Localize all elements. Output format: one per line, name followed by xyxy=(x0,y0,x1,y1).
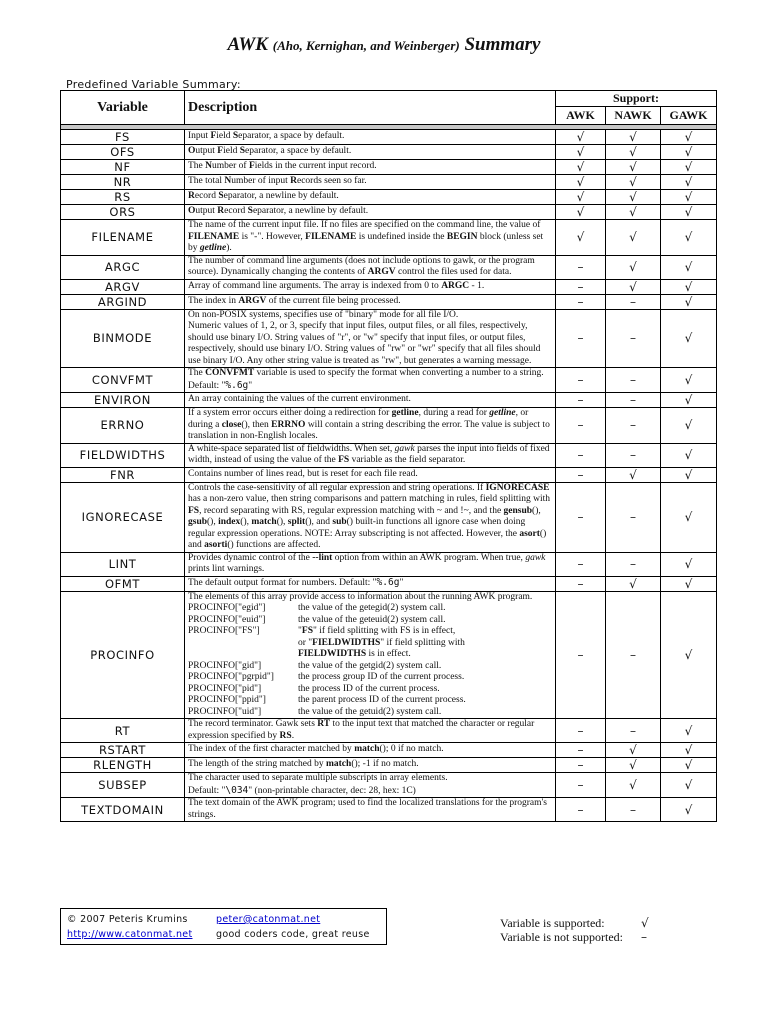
support-gawk: √ xyxy=(661,552,717,576)
variable-name: TEXTDOMAIN xyxy=(61,798,185,822)
support-nawk: √ xyxy=(606,255,661,279)
table-row xyxy=(61,279,717,294)
table-row xyxy=(61,467,717,482)
table-row xyxy=(61,145,717,160)
variable-name: RLENGTH xyxy=(61,758,185,773)
table-row xyxy=(61,368,717,393)
variable-name: BINMODE xyxy=(61,309,185,368)
footer-box xyxy=(60,908,387,945)
support-nawk: √ xyxy=(606,279,661,294)
variable-description: Record Separator, a newline by default. xyxy=(185,190,556,205)
variable-name: CONVFMT xyxy=(61,368,185,393)
support-gawk: √ xyxy=(661,220,717,256)
support-nawk: √ xyxy=(606,145,661,160)
table-row xyxy=(61,576,717,591)
support-nawk: √ xyxy=(606,743,661,758)
support-nawk: – xyxy=(606,591,661,719)
variable-description: If a system error occurs either doing a redirection for getline, during a read for getline, or during a close(), then ERRNO will contain a string describing the error. The value is subject to translation in non-English locales. xyxy=(185,408,556,444)
support-awk: – xyxy=(556,798,606,822)
support-awk: √ xyxy=(556,175,606,190)
variable-name: IGNORECASE xyxy=(61,482,185,552)
support-nawk: – xyxy=(606,408,661,444)
variable-name: OFS xyxy=(61,145,185,160)
support-gawk: √ xyxy=(661,190,717,205)
support-gawk: √ xyxy=(661,482,717,552)
variable-table xyxy=(60,90,717,822)
support-nawk: – xyxy=(606,309,661,368)
table-row xyxy=(61,175,717,190)
variable-description: The index in ARGV of the current file being processed. xyxy=(185,294,556,309)
support-awk: √ xyxy=(556,190,606,205)
variable-description: The default output format for numbers. Default: "%.6g" xyxy=(185,576,556,591)
support-gawk: √ xyxy=(661,408,717,444)
variable-description: Contains number of lines read, but is reset for each file read. xyxy=(185,467,556,482)
variable-description: An array containing the values of the current environment. xyxy=(185,393,556,408)
variable-name: RSTART xyxy=(61,743,185,758)
title-main-left: AWK xyxy=(227,34,268,55)
variable-name: NF xyxy=(61,160,185,175)
support-nawk: √ xyxy=(606,205,661,220)
variable-description: The length of the string matched by match(); -1 if no match. xyxy=(185,758,556,773)
support-gawk: √ xyxy=(661,743,717,758)
variable-name: OFMT xyxy=(61,576,185,591)
variable-description: The text domain of the AWK program; used to find the localized translations for the program's strings. xyxy=(185,798,556,822)
variable-description: Provides dynamic control of the --lint option from within an AWK program. When true, gawk prints lint warnings. xyxy=(185,552,556,576)
support-awk: – xyxy=(556,576,606,591)
support-awk: – xyxy=(556,552,606,576)
support-gawk: √ xyxy=(661,130,717,145)
table-row xyxy=(61,160,717,175)
variable-name: ARGIND xyxy=(61,294,185,309)
header-variable: Variable xyxy=(61,91,185,125)
variable-description: The Number of Fields in the current input record. xyxy=(185,160,556,175)
support-awk: – xyxy=(556,393,606,408)
header-gawk: GAWK xyxy=(661,107,717,125)
table-row xyxy=(61,443,717,467)
table-row xyxy=(61,190,717,205)
support-awk: √ xyxy=(556,160,606,175)
support-gawk: √ xyxy=(661,719,717,743)
support-awk: √ xyxy=(556,205,606,220)
support-awk: – xyxy=(556,719,606,743)
variable-name: ARGV xyxy=(61,279,185,294)
support-nawk: – xyxy=(606,443,661,467)
support-awk: – xyxy=(556,482,606,552)
variable-description: On non-POSIX systems, specifies use of "binary" mode for all file I/O. Numeric values of 1, 2, or 3, specify that input files, output files, or all files, respectively, should use binary I/O. String values of "r", or "w" specify that input files, or output files, respectively, should use binary I/O. String values of "rw" or "wr" specify that all files should use binary I/O. Any other string value is treated as "rw", but generates a warning message. xyxy=(185,309,556,368)
support-gawk: √ xyxy=(661,160,717,175)
variable-name: PROCINFO xyxy=(61,591,185,719)
table-row xyxy=(61,294,717,309)
table-row xyxy=(61,220,717,256)
variable-description: Controls the case-sensitivity of all regular expression and string operations. If IGNORECASE has a non-zero value, then string comparisons and pattern matching in rules, field splitting with FS, record separating with RS, regular expression matching with ~ and !~, and the gensub(), gsub(), index(), match(), split(), and sub() built-in functions all ignore case when doing regular expression operations. NOTE: Array subscripting is not affected. However, the asort() and asorti() functions are affected. xyxy=(185,482,556,552)
variable-name: LINT xyxy=(61,552,185,576)
support-awk: – xyxy=(556,408,606,444)
table-row xyxy=(61,552,717,576)
email-link[interactable]: peter@catonmat.net xyxy=(216,914,321,925)
table-row xyxy=(61,482,717,552)
legend-unsupported-label: Variable is not supported: xyxy=(500,930,623,944)
variable-description: Input Field Separator, a space by default. xyxy=(185,130,556,145)
variable-name: SUBSEP xyxy=(61,773,185,798)
table-row xyxy=(61,758,717,773)
support-awk: – xyxy=(556,758,606,773)
variable-description: The number of command line arguments (does not include options to gawk, or the program source). Dynamically changing the contents of ARGV control the files used for data. xyxy=(185,255,556,279)
variable-description: Output Field Separator, a space by default. xyxy=(185,145,556,160)
table-row xyxy=(61,205,717,220)
table-body xyxy=(61,130,717,822)
support-nawk: – xyxy=(606,368,661,393)
support-gawk: √ xyxy=(661,576,717,591)
table-row xyxy=(61,773,717,798)
variable-name: NR xyxy=(61,175,185,190)
support-awk: – xyxy=(556,773,606,798)
support-nawk: – xyxy=(606,552,661,576)
support-awk: – xyxy=(556,279,606,294)
variable-name: FS xyxy=(61,130,185,145)
support-gawk: √ xyxy=(661,798,717,822)
header-description: Description xyxy=(185,91,556,125)
variable-description: The index of the first character matched by match(); 0 if no match. xyxy=(185,743,556,758)
variable-description: The elements of this array provide access to information about the running AWK program. PROCINFO["egid"] the value of the getegid(2) system call. PROCINFO["euid"] the value of the geteuid(2) system call. PROCINFO["FS"] "FS" if field splitting with FS is in effect, or "FIELDWIDTHS" if field splitting with FIELDWIDTHS is in effect. PROCINFO["gid"] the value of the getgid(2) system call. PROCINFO["pgrpid"] the process group ID of the current process. PROCINFO["pid"] the process ID of the current process. PROCINFO["ppid"] the parent process ID of the current process. PROCINFO["uid"] the value of the getuid(2) system call. xyxy=(185,591,556,719)
support-gawk: √ xyxy=(661,145,717,160)
support-gawk: √ xyxy=(661,467,717,482)
support-awk: – xyxy=(556,467,606,482)
legend-supported-label: Variable is supported: xyxy=(500,916,605,930)
section-heading: Predefined Variable Summary: xyxy=(66,78,241,91)
table-row xyxy=(61,309,717,368)
table-row xyxy=(61,743,717,758)
variable-name: ENVIRON xyxy=(61,393,185,408)
copyright: © 2007 Peteris Krumins xyxy=(67,914,188,925)
support-gawk: √ xyxy=(661,294,717,309)
table-row xyxy=(61,591,717,719)
title-subtitle: (Aho, Kernighan, and Weinberger) xyxy=(272,38,460,53)
support-nawk: – xyxy=(606,798,661,822)
support-awk: – xyxy=(556,255,606,279)
website-link[interactable]: http://www.catonmat.net xyxy=(67,929,193,940)
table-row xyxy=(61,719,717,743)
support-gawk: √ xyxy=(661,773,717,798)
support-gawk: √ xyxy=(661,175,717,190)
support-gawk: √ xyxy=(661,368,717,393)
support-gawk: √ xyxy=(661,279,717,294)
support-awk: √ xyxy=(556,145,606,160)
slogan: good coders code, great reuse xyxy=(216,929,370,940)
support-awk: √ xyxy=(556,220,606,256)
support-awk: – xyxy=(556,591,606,719)
header-awk: AWK xyxy=(556,107,606,125)
variable-name: FNR xyxy=(61,467,185,482)
variable-name: RT xyxy=(61,719,185,743)
table-row xyxy=(61,798,717,822)
support-gawk: √ xyxy=(661,393,717,408)
variable-name: RS xyxy=(61,190,185,205)
support-nawk: – xyxy=(606,719,661,743)
support-nawk: √ xyxy=(606,220,661,256)
support-nawk: – xyxy=(606,294,661,309)
support-nawk: √ xyxy=(606,758,661,773)
variable-description: The total Number of input Records seen so far. xyxy=(185,175,556,190)
support-gawk: √ xyxy=(661,443,717,467)
variable-description: The CONVFMT variable is used to specify the format when converting a number to a string. Default: "%.6g" xyxy=(185,368,556,393)
variable-description: Output Record Separator, a newline by default. xyxy=(185,205,556,220)
variable-description: The character used to separate multiple subscripts in array elements. Default: "\034" (non-printable character, dec: 28, hex: 1C) xyxy=(185,773,556,798)
support-gawk: √ xyxy=(661,758,717,773)
support-awk: – xyxy=(556,443,606,467)
page-title xyxy=(0,34,768,56)
support-gawk: √ xyxy=(661,309,717,368)
table-row xyxy=(61,255,717,279)
table-row xyxy=(61,408,717,444)
variable-name: ARGC xyxy=(61,255,185,279)
legend-unsupported-mark: – xyxy=(641,930,647,944)
support-awk: √ xyxy=(556,130,606,145)
support-nawk: √ xyxy=(606,190,661,205)
support-nawk: – xyxy=(606,393,661,408)
support-nawk: √ xyxy=(606,467,661,482)
title-main-right: Summary xyxy=(464,34,541,55)
variable-name: FILENAME xyxy=(61,220,185,256)
table-row xyxy=(61,130,717,145)
header-nawk: NAWK xyxy=(606,107,661,125)
variable-name: ORS xyxy=(61,205,185,220)
variable-description: The name of the current input file. If no files are specified on the command line, the value of FILENAME is "-". However, FILENAME is undefined inside the BEGIN block (unless set by getline). xyxy=(185,220,556,256)
support-nawk: √ xyxy=(606,130,661,145)
support-awk: – xyxy=(556,294,606,309)
support-gawk: √ xyxy=(661,255,717,279)
support-nawk: √ xyxy=(606,160,661,175)
support-nawk: √ xyxy=(606,175,661,190)
support-awk: – xyxy=(556,368,606,393)
support-nawk: √ xyxy=(606,773,661,798)
support-gawk: √ xyxy=(661,205,717,220)
support-nawk: √ xyxy=(606,576,661,591)
support-nawk: – xyxy=(606,482,661,552)
header-support: Support: xyxy=(556,91,717,107)
variable-description: A white-space separated list of fieldwidths. When set, gawk parses the input into fields of fixed width, instead of using the value of the FS variable as the field separator. xyxy=(185,443,556,467)
variable-description: Array of command line arguments. The array is indexed from 0 to ARGC - 1. xyxy=(185,279,556,294)
table-row xyxy=(61,393,717,408)
variable-name: ERRNO xyxy=(61,408,185,444)
support-awk: – xyxy=(556,743,606,758)
support-gawk: √ xyxy=(661,591,717,719)
legend-supported-mark: √ xyxy=(641,916,649,930)
support-awk: – xyxy=(556,309,606,368)
variable-description: The record terminator. Gawk sets RT to the input text that matched the character or regular expression specified by RS. xyxy=(185,719,556,743)
variable-name: FIELDWIDTHS xyxy=(61,443,185,467)
